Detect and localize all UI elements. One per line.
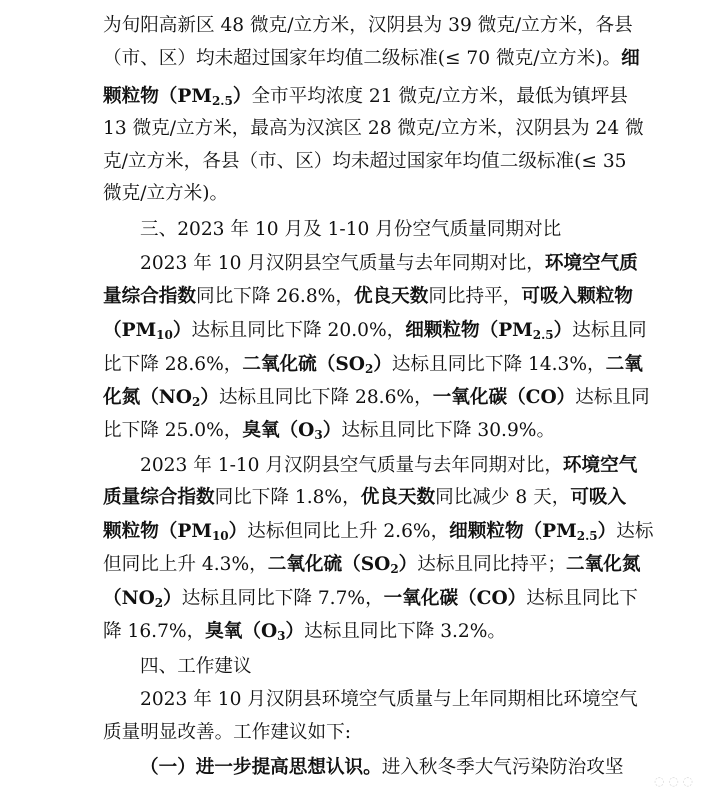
text-line: 2023 年 10 月汉阴县空气质量与去年同期对比，环境空气质	[140, 253, 638, 274]
text-line: 降 16.7%，臭氧$(O_3)$达标且同比下降 3.2%。	[103, 621, 507, 643]
text-line: $(PM_{10})$达标且同比下降 20.0%，细颗粒物$(PM_{2.5})$达标且同	[103, 320, 647, 342]
text-line: （市、区）均未超过国家年均值二级标准(≤ 70 微克/立方米)。细	[103, 48, 640, 69]
section-heading-3: 三、2023 年 10 月及 1-10 月份空气质量同期对比	[140, 219, 562, 240]
text-line: 但同比上升 4.3%，二氧化硫$(SO_2)$达标且同比持平；二氧化氮	[103, 554, 641, 576]
text-line: （一）进一步提高思想认识。进入秋冬季大气污染防治攻坚	[140, 757, 624, 778]
text-line: 质量综合指数同比下降 1.8%，优良天数同比减少 8 天，可吸入	[103, 487, 627, 508]
text-line: 2023 年 1-10 月汉阴县空气质量与去年同期对比，环境空气	[140, 455, 638, 476]
text-line: 13 微克/立方米，最高为汉滨区 28 微克/立方米，汉阴县为 24 微	[103, 118, 644, 139]
text-line: 质量明显改善。工作建议如下:	[103, 722, 351, 743]
text-line: 比下降 25.0%，臭氧$(O_3)$达标且同比下降 30.9%。	[103, 420, 556, 442]
text-line: 化氮$(NO_2)$达标且同比下降 28.6%，一氧化碳（CO）达标且同	[103, 387, 650, 409]
text-line: 微克/立方米)。	[103, 183, 229, 204]
text-line: 颗粒物$(PM_{10})$达标但同比上升 2.6%，细颗粒物$(PM_{2.5})$达标	[103, 521, 654, 543]
text-line: 量综合指数同比下降 26.8%，优良天数同比持平，可吸入颗粒物	[103, 286, 633, 307]
section-heading-4: 四、工作建议	[140, 656, 252, 677]
text-line: 为旬阳高新区 48 微克/立方米，汉阴县为 39 微克/立方米，各县	[103, 15, 633, 36]
text-line: 比下降 28.6%，二氧化硫$(SO_2)$达标且同比下降 14.3%，二氧	[103, 354, 643, 376]
text-line: 颗粒物$(PM_{2.5})$全市平均浓度 21 微克/立方米，最低为镇坪县	[103, 86, 628, 108]
text-line: 克/立方米，各县（市、区）均未超过国家年均值二级标准(≤ 35	[103, 151, 627, 172]
text-line: 2023 年 10 月汉阴县环境空气质量与上年同期相比环境空气	[140, 689, 638, 710]
text-line: $(NO_2)$达标且同比下降 7.7%，一氧化碳（CO）达标且同比下	[103, 588, 638, 610]
watermark: ◌ ◌ ◌	[653, 774, 693, 788]
